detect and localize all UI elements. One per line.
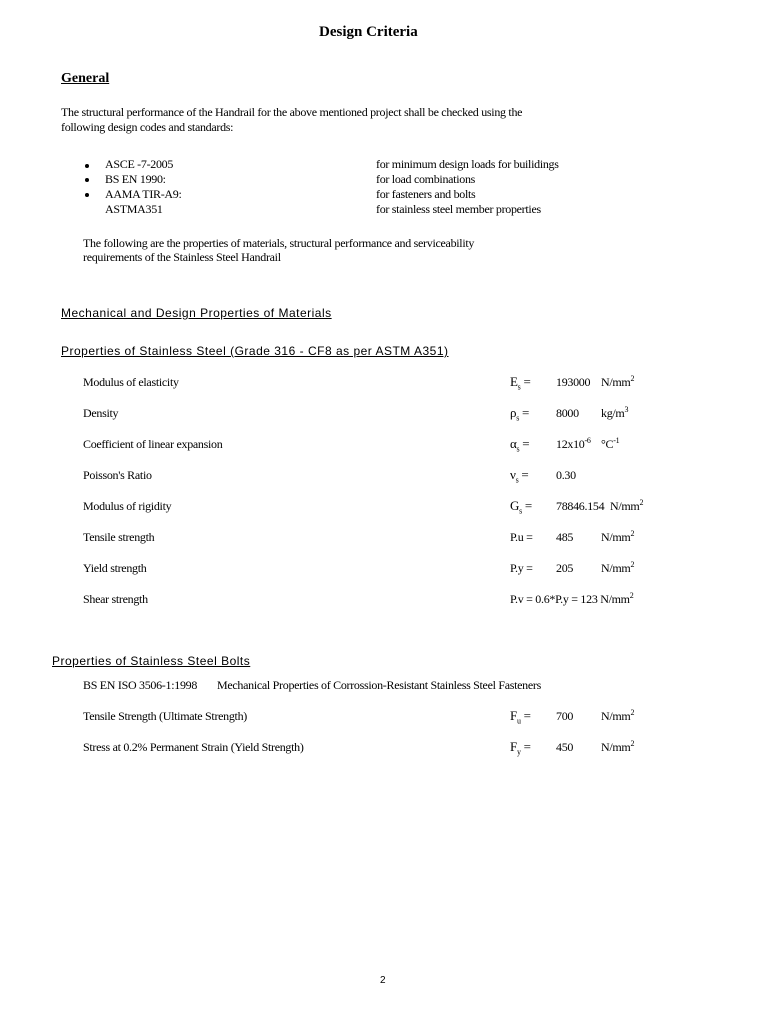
- property-unit: $N/mm^2$: [610, 498, 644, 513]
- property-unit: $N/mm^2$: [601, 529, 635, 544]
- bullet-icon: [85, 164, 89, 168]
- code-name: BS EN 1990:: [105, 172, 166, 186]
- property-value: $12x10^{-6}$: [556, 436, 591, 451]
- property-value: 205: [556, 561, 574, 575]
- property-label: Shear strength: [83, 592, 148, 606]
- property-label: Modulus of rigidity: [83, 499, 172, 513]
- property-unit: $N/mm^2$: [601, 739, 635, 754]
- bolt-standard-code: BS EN ISO 3506-1:1998: [83, 678, 198, 692]
- property-label: Tensile strength: [83, 530, 155, 544]
- following-text-line-1: The following are the properties of materials, structural performance and serviceability: [83, 236, 475, 250]
- code-name: ASCE -7-2005: [105, 157, 174, 171]
- intro-text-line-1: The structural performance of the Handrail for the above mentioned project shall be checked using the: [61, 105, 523, 119]
- property-value: 700: [556, 709, 574, 723]
- code-purpose: for load combinations: [376, 172, 476, 186]
- code-purpose: for minimum design loads for builidings: [376, 157, 559, 171]
- property-symbol: $\nu_s$ =: [510, 467, 529, 485]
- property-formula: P.v = 0.6*P.y = 123 $N/mm^2$: [510, 591, 634, 606]
- property-unit: $N/mm^2$: [601, 708, 635, 723]
- property-label: Modulus of elasticity: [83, 375, 179, 389]
- section-heading-mechanical: Mechanical and Design Properties of Materials: [61, 306, 332, 320]
- code-name: AAMA TIR-A9:: [105, 187, 182, 201]
- property-unit: $kg/m^3$: [601, 405, 629, 420]
- property-value: 450: [556, 740, 574, 754]
- code-purpose: for stainless steel member properties: [376, 202, 541, 216]
- section-heading-general: General: [61, 71, 110, 86]
- page-title: Design Criteria: [319, 24, 418, 40]
- property-value: 8000: [556, 406, 579, 420]
- property-symbol: $\rho_s$ =: [510, 405, 530, 423]
- property-symbol: $E_s$ =: [510, 374, 531, 392]
- section-heading-stainless-steel: Properties of Stainless Steel (Grade 316 - CF8 as per ASTM A351): [61, 344, 449, 358]
- following-text-line-2: requirements of the Stainless Steel Handrail: [83, 250, 281, 264]
- property-symbol: $F_y$ =: [510, 739, 531, 757]
- property-value: 485: [556, 530, 574, 544]
- property-value: 0.30: [556, 468, 576, 482]
- property-symbol: $G_s$ =: [510, 498, 532, 516]
- bolt-standard-description: Mechanical Properties of Corrossion-Resistant Stainless Steel Fasteners: [217, 678, 541, 692]
- section-heading-bolts: Properties of Stainless Steel Bolts: [52, 654, 251, 668]
- property-unit: $^\circ C^{-1}$: [601, 436, 620, 451]
- bullet-icon: [85, 193, 89, 197]
- property-value: 78846.154: [556, 499, 605, 513]
- property-unit: $N/mm^2$: [601, 560, 635, 575]
- intro-text-line-2: following design codes and standards:: [61, 120, 234, 134]
- code-name: ASTMA351: [105, 202, 163, 216]
- property-label: Stress at 0.2% Permanent Strain (Yield Strength): [83, 740, 304, 754]
- property-symbol: $F_u$ =: [510, 708, 531, 726]
- property-symbol: P.y =: [510, 561, 533, 575]
- property-value: 193000: [556, 375, 591, 389]
- property-label: Tensile Strength (Ultimate Strength): [83, 709, 247, 723]
- property-label: Coefficient of linear expansion: [83, 437, 223, 451]
- property-label: Density: [83, 406, 119, 420]
- property-label: Yield strength: [83, 561, 147, 575]
- code-purpose: for fasteners and bolts: [376, 187, 476, 201]
- page-number: 2: [380, 975, 386, 986]
- property-label: Poisson's Ratio: [83, 468, 152, 482]
- property-unit: $N/mm^2$: [601, 374, 635, 389]
- property-symbol: $\alpha_s$ =: [510, 436, 530, 454]
- property-symbol: P.u =: [510, 530, 533, 544]
- bullet-icon: [85, 178, 89, 182]
